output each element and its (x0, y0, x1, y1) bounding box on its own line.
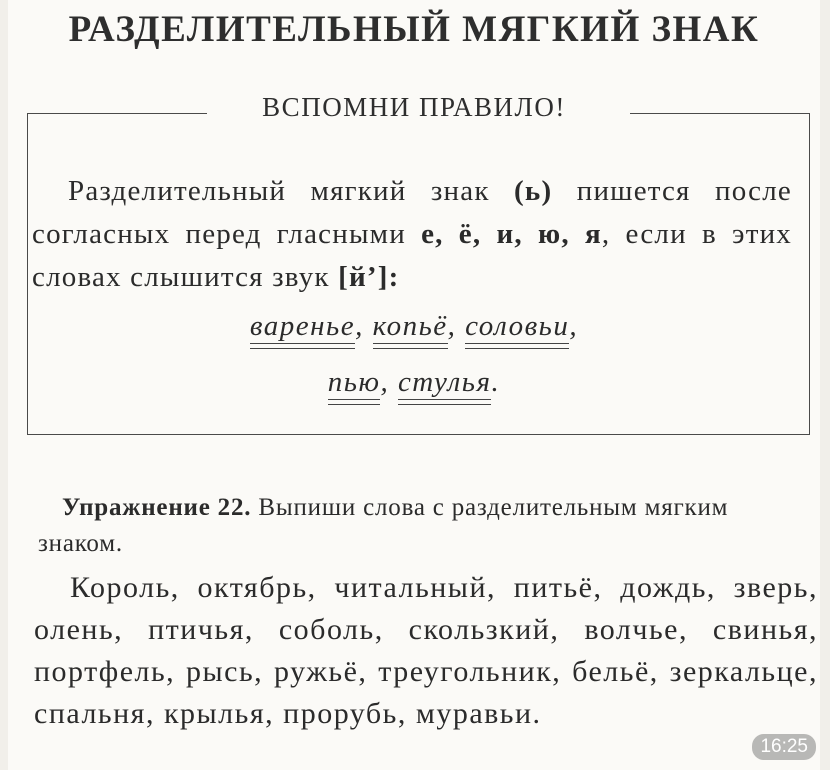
rule-text-part: , если в этих словах слышится звук (32, 218, 792, 293)
example-word: варенье (249, 310, 356, 342)
rule-examples-line-2: пью, стулья. (327, 366, 501, 398)
textbook-page (8, 0, 820, 770)
example-word: соловьи (465, 310, 570, 342)
rule-soft-sign: (ь) (514, 175, 553, 207)
rule-sound: [й’]: (338, 261, 400, 293)
exercise-heading (38, 490, 818, 562)
rule-heading: ВСПОМНИ ПРАВИЛО! (262, 92, 566, 122)
example-word: копьё (372, 310, 448, 342)
status-time: 16:25 (752, 734, 816, 760)
exercise-words: Король, октябрь, читальный, питьё, дождь, зверь, олень, птичья, соболь, скользкий, волчье, свинья, портфель, рысь, ружьё, треугольник, бельё, зеркальце, спальня, крылья, прорубь, муравьи. (34, 571, 818, 730)
rule-text-part: Разделительный мягкий знак (68, 175, 515, 207)
exercise-instruction: Выпиши слова с разделительным мягким знаком. (38, 494, 729, 557)
exercise-label: Упражнение 22. (62, 494, 252, 521)
rule-text-part: пишется после согласных перед гласными (32, 175, 792, 250)
example-word: пью (327, 366, 381, 398)
page-title: РАЗДЕЛИТЕЛЬНЫЙ МЯГКИЙ ЗНАК (68, 9, 760, 50)
rule-examples-line-1: варенье, копьё, соловьи, (249, 310, 579, 342)
rule-text (32, 170, 792, 299)
exercise-text (34, 567, 818, 735)
example-word: стулья (397, 366, 492, 398)
rule-vowels: е, ё, и, ю, я (421, 218, 602, 250)
